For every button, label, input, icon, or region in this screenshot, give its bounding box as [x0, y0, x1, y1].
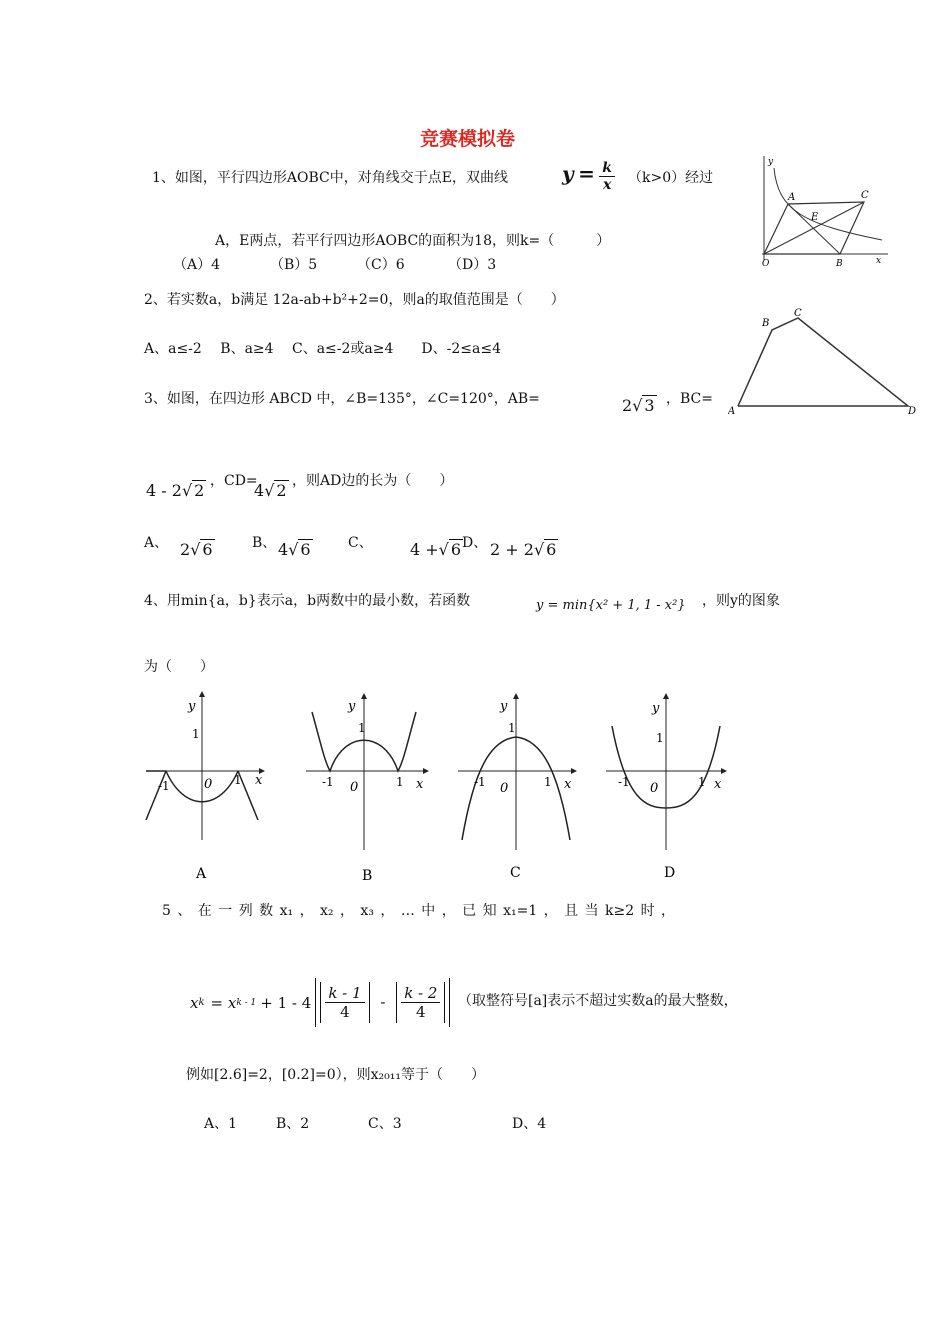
- q5-formula-sub-k1: k - 1: [236, 997, 257, 1008]
- q1-fig-label-x: x: [876, 256, 882, 266]
- q3-tail: ，则AD边的长为（ ）: [292, 473, 454, 489]
- q2-options: A、a≤-2 B、a≥4 C、a≤-2或a≥4 D、-2≤a≤4: [144, 341, 501, 357]
- q5-option-c: C、3: [368, 1116, 402, 1132]
- q1-fig-label-b: B: [836, 259, 843, 268]
- q3-option-c-value: [410, 540, 463, 559]
- q4-graph-b-label-x: x: [416, 777, 424, 792]
- q1-fig-label-c: C: [861, 190, 869, 201]
- q5-formula-num-1: k - 1: [325, 984, 364, 1003]
- q5-option-a: A、1: [204, 1116, 238, 1132]
- q5-line1: 5 、 在 一 列 数 x₁ ， x₂ ， x₃ ， … 中 ， 已 知 x₁=1 ， 且 当 k≥2 时 ，: [162, 903, 676, 919]
- q1-option-d: （D）3: [448, 257, 497, 273]
- q3-option-a-value: [180, 540, 215, 559]
- q3-option-b-coef: 4: [278, 540, 289, 559]
- q4-graph-b-label-0: 0: [350, 780, 359, 795]
- q4-text-b: ，则y的图象: [702, 593, 780, 609]
- q4-graph-a: [146, 694, 263, 882]
- q4-graph-a-label-1: 1: [192, 727, 200, 741]
- q3-option-b-rad: 6: [300, 540, 311, 559]
- q3-fig-label-b: B: [762, 318, 770, 329]
- q4-graph-b-label-y: y: [348, 699, 356, 714]
- q3-bc-rad: 2: [194, 481, 205, 500]
- q3-cd-rad: 2: [276, 481, 287, 500]
- q5-option-b: B、2: [276, 1116, 310, 1132]
- q1-formula-x: x: [602, 177, 612, 193]
- q3-option-a-rad: 6: [202, 540, 213, 559]
- q4-graph-b-label-neg1: -1: [322, 775, 334, 789]
- q4-graph-d-label-neg1: -1: [618, 775, 630, 789]
- q4-graph-a-label-neg1: -1: [158, 779, 170, 793]
- q1-fig-label-e: E: [811, 212, 819, 223]
- q4-graph-c-label-1: 1: [508, 721, 516, 735]
- q3-option-d-sqrt: √ 6: [533, 540, 557, 559]
- q4-graph-a-label-0: 0: [204, 777, 213, 792]
- q3-ab-rad: 3: [644, 396, 655, 415]
- q1-formula: [562, 160, 615, 193]
- q5-formula-frac-2: [401, 984, 440, 1021]
- q3-option-c-sqrt: √ 6: [438, 540, 462, 559]
- q4-text: 4、用min{a，b}表示a，b两数中的最小数，若函数: [144, 593, 471, 609]
- q5-formula-den-2: 4: [416, 1003, 426, 1021]
- q3-option-c-pre: 4 +: [410, 540, 439, 559]
- q4-graph-a-caption: A: [196, 866, 207, 882]
- q1-text: 1、如图，平行四边形AOBC中，对角线交于点E，双曲线: [152, 170, 508, 186]
- q5-line2-tail: （取整符号[a]表示不超过实数a的最大整数，: [458, 993, 738, 1009]
- q4-graph-d-label-x: x: [714, 777, 722, 792]
- q5-line3: 例如[2.6]=2，[0.2]=0），则x₂₀₁₁等于（ ）: [186, 1067, 485, 1083]
- q1-fig-label-a: A: [788, 192, 796, 203]
- q4-graph-d-caption: D: [664, 865, 676, 881]
- q3-ab-sqrt: √ 3: [632, 396, 655, 415]
- q4-graph-c-label-y: y: [500, 699, 508, 714]
- q3-cd-coef: 4: [254, 481, 265, 500]
- q1-fig-label-y: y: [768, 157, 774, 167]
- q4-graph-d-label-1x: 1: [698, 775, 706, 789]
- q4-graphs: [140, 690, 740, 890]
- q4-graph-c: [458, 696, 574, 881]
- q1-fig-diagonal-oc: [764, 202, 864, 254]
- q5-formula-frac-1: [325, 984, 364, 1021]
- q5-formula-plus: + 1 - 4: [260, 993, 312, 1012]
- q3-ab-value: [622, 396, 657, 415]
- q4-graph-b: [306, 696, 426, 884]
- q3-option-a-coef: 2: [180, 540, 191, 559]
- q3-option-b-sqrt: √ 6: [288, 540, 311, 559]
- q2-text: 2、若实数a，b满足 12a-ab+b²+2=0，则a的取值范围是（ ）: [144, 292, 565, 308]
- q4-graph-b-caption: B: [362, 868, 373, 884]
- q3-option-d-rad: 6: [546, 540, 557, 559]
- q4-graph-a-label-y: y: [188, 699, 196, 714]
- q5-formula-floor-2: [396, 982, 445, 1023]
- q3-option-c-label: C、: [348, 535, 373, 551]
- q3-option-b-label: B、: [252, 535, 277, 551]
- page-title: 竞赛模拟卷: [420, 128, 516, 150]
- q5-formula-outer-paren: [315, 978, 450, 1027]
- q4-graph-d: [606, 696, 724, 881]
- q1-option-a: （A）4: [173, 257, 221, 273]
- q3-option-c-rad: 6: [450, 540, 462, 559]
- q3-option-b-value: [278, 540, 313, 559]
- q1-formula-frac: [599, 160, 615, 193]
- q3-option-d-value: [490, 540, 558, 559]
- q1-fig-label-o: O: [762, 259, 770, 268]
- q3-text: 3、如图，在四边形 ABCD 中，∠B=135°，∠C=120°，AB=: [144, 391, 540, 407]
- q5-formula-num-2: k - 2: [401, 984, 440, 1003]
- q1-formula-y: y: [562, 161, 574, 186]
- q4-graph-a-label-1x: 1: [234, 773, 242, 787]
- q4-graph-c-label-x: x: [564, 777, 572, 792]
- q3-option-d-label: D、: [462, 535, 488, 551]
- q4-graph-b-label-1: 1: [358, 721, 366, 735]
- q3-option-d-pre: 2 + 2: [490, 540, 534, 559]
- q3-option-a-label: A、: [144, 535, 169, 551]
- q1-formula-k: k: [599, 160, 615, 177]
- q5-option-d: D、4: [512, 1116, 547, 1132]
- q5-formula: [190, 978, 450, 1027]
- q3-cd-value: [254, 481, 289, 500]
- q3-figure: [728, 300, 924, 422]
- q3-bc-val-a: 4 - 2: [146, 481, 182, 500]
- q1-option-b: （B）5: [270, 257, 318, 273]
- q4-graph-d-label-y: y: [652, 701, 660, 716]
- q5-formula-mid: = x: [210, 993, 237, 1012]
- q3-bc-value: [146, 481, 206, 500]
- q3-cd-label: ，CD=: [210, 473, 258, 489]
- q3-cd-sqrt: √ 2: [264, 481, 287, 500]
- q4-graph-b-label-1x: 1: [396, 775, 404, 789]
- q1-line2: A，E两点，若平行四边形AOBC的面积为18，则k=（ ）: [215, 233, 611, 249]
- q3-fig-label-c: C: [794, 308, 802, 319]
- q5-formula-den-1: 4: [340, 1003, 350, 1021]
- q4-line2: 为（ ）: [144, 659, 214, 675]
- q4-formula: y = min{x² + 1, 1 - x²}: [536, 598, 686, 613]
- q4-graph-d-label-1: 1: [656, 731, 664, 745]
- q4-graph-a-label-x: x: [255, 773, 263, 788]
- q3-bc-sqrt: √ 2: [181, 481, 205, 500]
- q3-ab-coef: 2: [622, 396, 633, 415]
- q1-formula-eq: =: [578, 161, 595, 186]
- q1-text-b: （k>0）经过: [628, 170, 714, 186]
- q5-formula-lhs: x: [190, 993, 199, 1012]
- q1-figure: [742, 150, 892, 268]
- q5-formula-sub-k: k: [198, 997, 205, 1008]
- q4-graph-c-label-0: 0: [500, 781, 509, 796]
- q3-fig-quadrilateral: [738, 318, 908, 406]
- q1-option-c: （C）6: [357, 257, 405, 273]
- q4-graph-c-caption: C: [510, 865, 521, 881]
- q3-fig-label-d: D: [908, 406, 917, 417]
- q3-bc-label: ，BC=: [666, 391, 713, 407]
- q3-option-a-sqrt: √ 6: [190, 540, 213, 559]
- q4-graph-c-label-1x: 1: [544, 775, 552, 789]
- q4-graph-d-label-0: 0: [650, 781, 659, 796]
- q5-formula-minus: -: [380, 992, 386, 1011]
- q5-formula-floor-1: [320, 982, 369, 1023]
- q4-graph-c-label-neg1: -1: [474, 775, 486, 789]
- q3-fig-label-a: A: [728, 406, 736, 417]
